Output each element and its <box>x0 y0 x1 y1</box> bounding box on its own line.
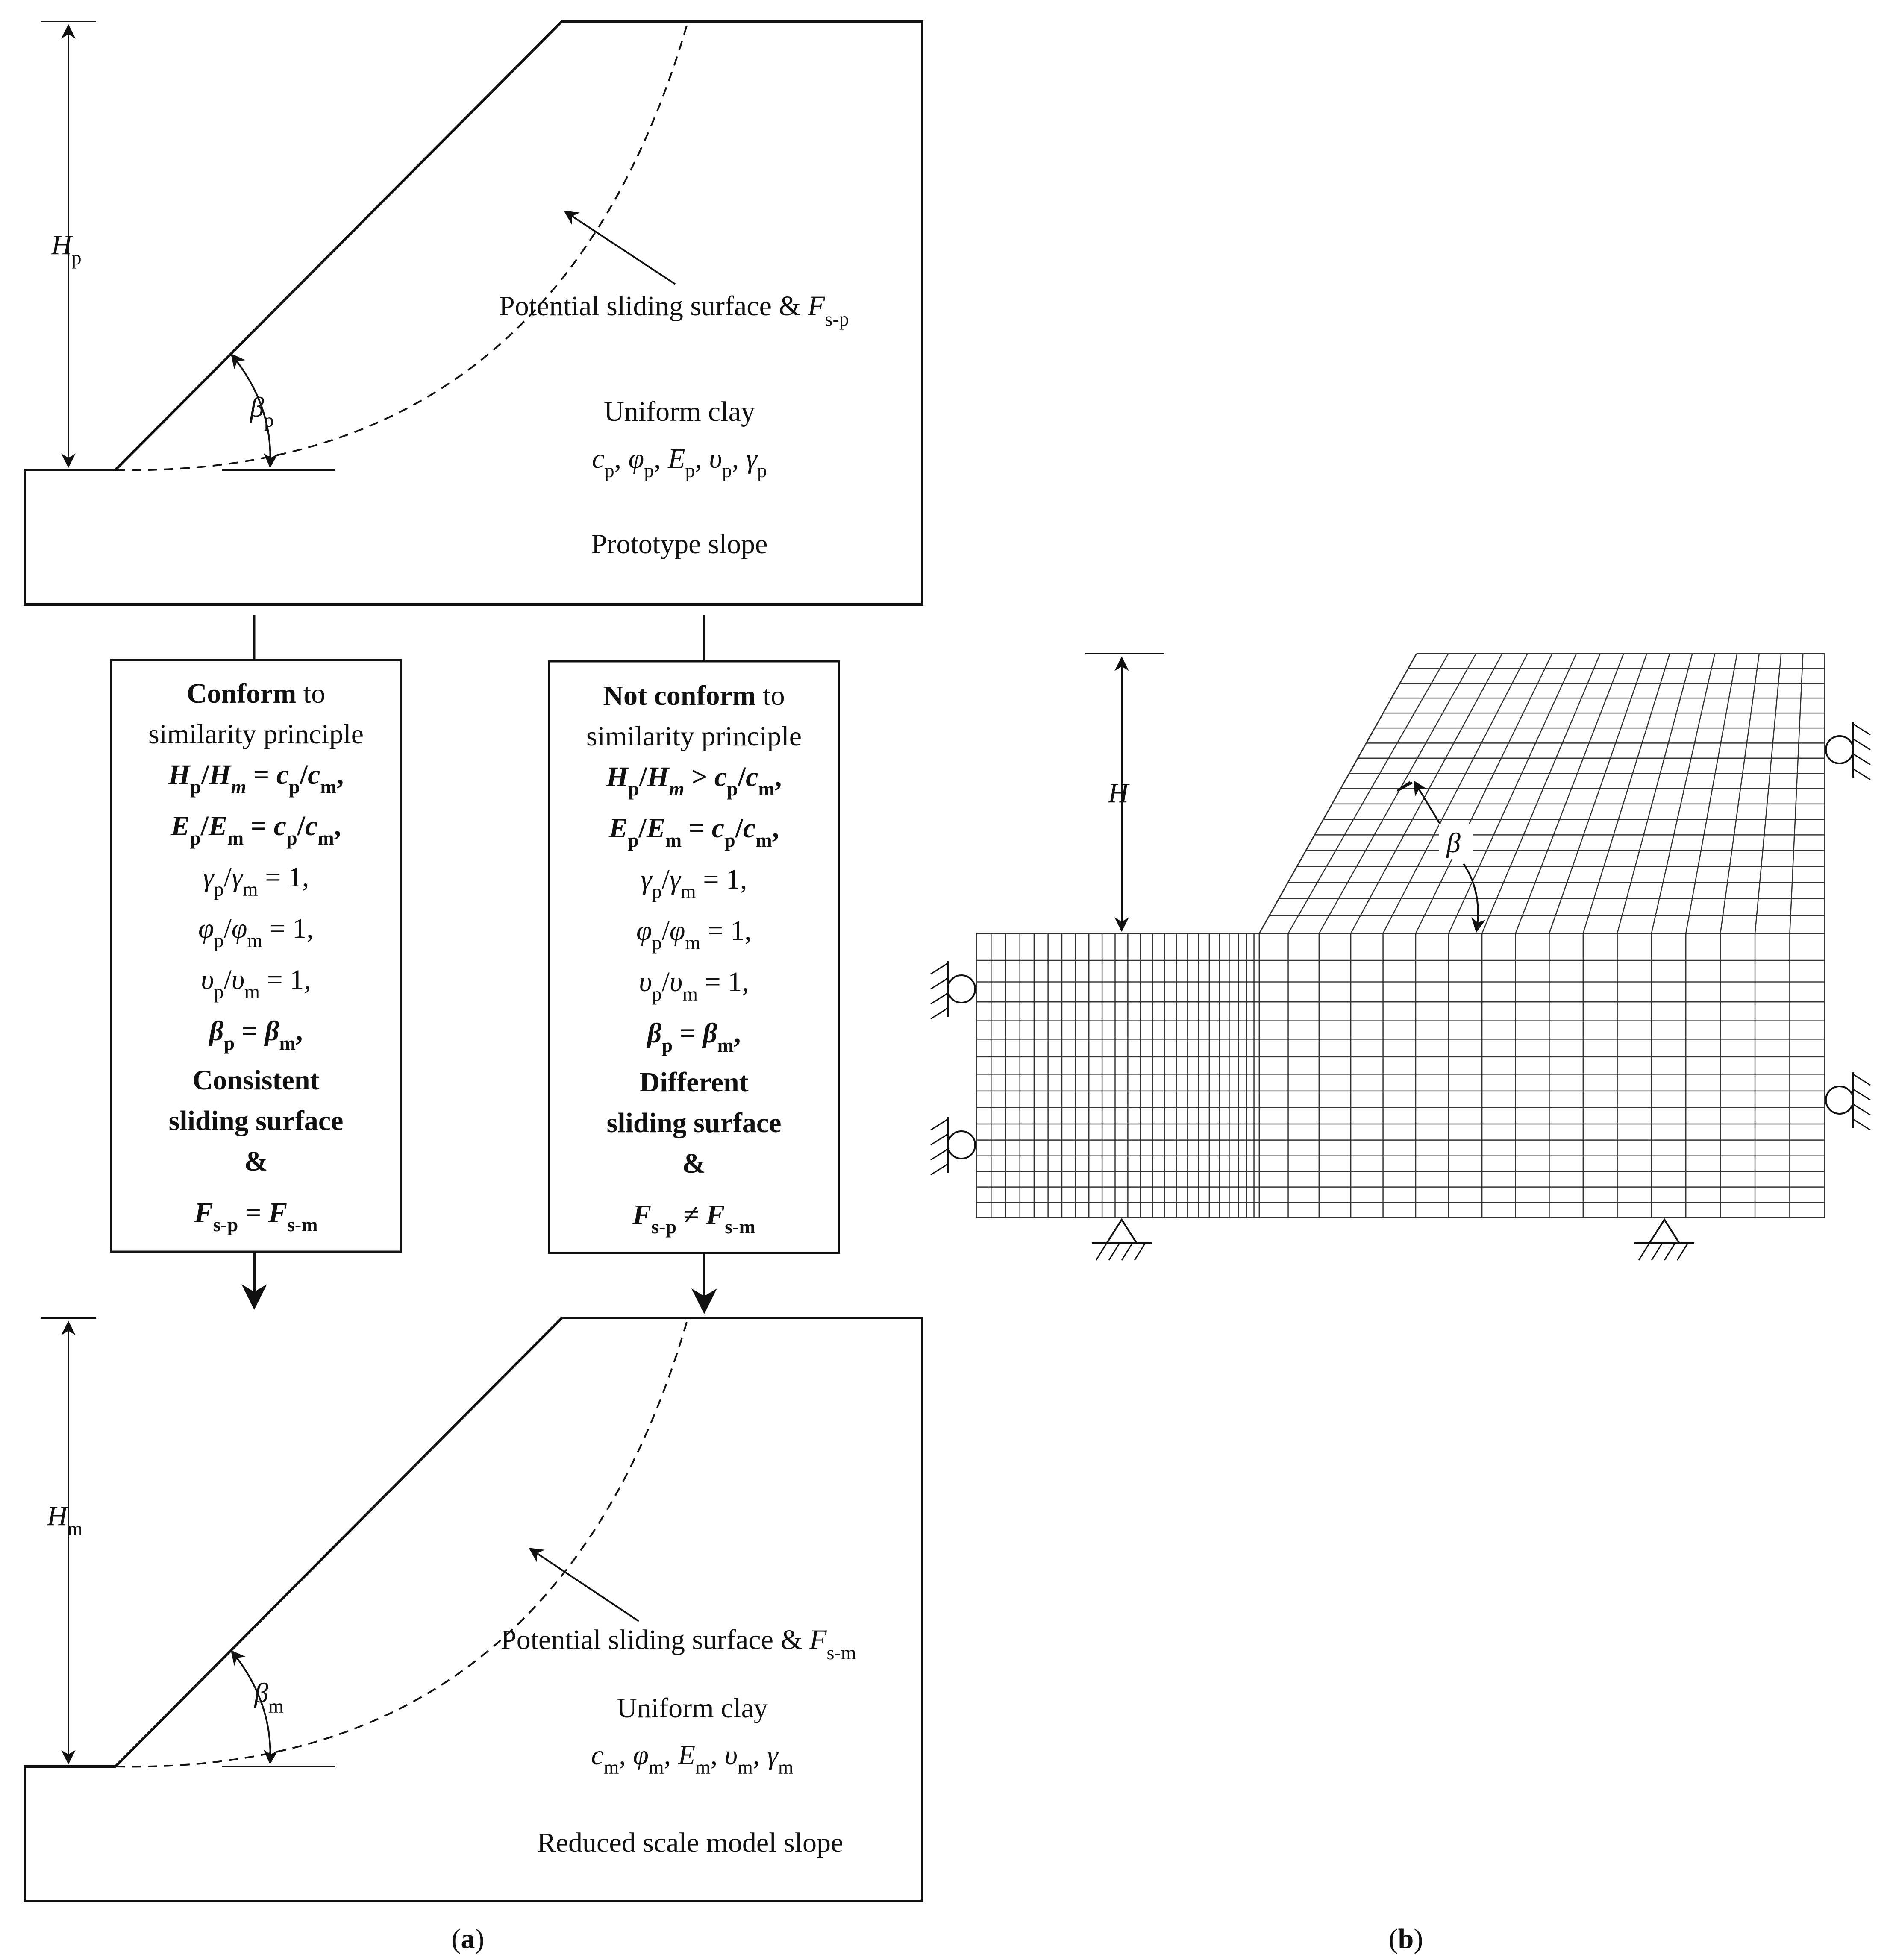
mesh-line-slanted <box>1755 654 1781 933</box>
slope-angle-label: $\beta_m$ <box>254 1678 284 1717</box>
material-params: $c_p$, $\varphi_p$, $E_p$, $\upsilon_p$, $\gamma_p$ <box>592 443 767 481</box>
conform-box <box>111 660 401 1252</box>
slope-angle-label: $\beta_p$ <box>250 392 274 431</box>
mesh-line-slanted <box>1652 654 1715 933</box>
mesh-line-slanted <box>1686 654 1737 933</box>
mesh-line-slanted <box>1351 654 1502 933</box>
pin-support-right <box>1634 1220 1694 1260</box>
material-title: Uniform clay <box>604 396 755 427</box>
svg-text:Different: Different <box>639 1067 749 1098</box>
mesh-line-slanted <box>1720 654 1759 933</box>
mesh-line-slanted <box>1288 654 1449 933</box>
eq-beta: $\beta_p = \beta_m$, <box>209 1015 303 1054</box>
eq-height-ratio: $H_p/H_m = c_p/c_m$, <box>168 759 344 798</box>
slope-caption: Reduced scale model slope <box>537 1827 844 1858</box>
eq-factor-of-safety: $F_{s-p} \ne F_{s-m}$ <box>632 1199 755 1238</box>
svg-text:sliding surface: sliding surface <box>606 1107 782 1138</box>
mesh-line-slanted <box>1383 654 1528 933</box>
material-params: $c_m$, $\varphi_m$, $E_m$, $\upsilon_m$, $\gamma_m$ <box>591 1740 794 1778</box>
mesh-angle-label: β <box>1446 827 1461 859</box>
height-label: $H_m$ <box>47 1500 83 1540</box>
svg-text:similarity principle: similarity principle <box>586 721 802 752</box>
mesh-line-slanted <box>1549 654 1646 933</box>
eq-poisson: $\upsilon_p/\upsilon_m = 1$, <box>201 964 311 1003</box>
eq-friction: $\varphi_p/\varphi_m = 1$, <box>636 915 752 954</box>
surface-leader-arrow <box>565 211 675 284</box>
pin-support-left <box>1092 1220 1152 1260</box>
prototype-slope-panel <box>25 21 922 604</box>
fe-mesh <box>976 654 1825 1218</box>
mesh-line-slanted <box>1617 654 1693 933</box>
panel-label-b: (b) <box>1388 1923 1423 1954</box>
mesh-line-slanted <box>1449 654 1576 933</box>
svg-text:&: & <box>244 1146 268 1177</box>
model-slope-panel <box>25 1318 922 1901</box>
panel-label-a: (a) <box>451 1923 485 1954</box>
surface-leader-arrow <box>530 1549 639 1621</box>
mesh-line-slanted <box>1319 654 1476 933</box>
mesh-boundary <box>1259 654 1417 933</box>
slope-caption: Prototype slope <box>591 528 768 560</box>
svg-text:Consistent: Consistent <box>192 1065 320 1096</box>
eq-poisson: $\upsilon_p/\upsilon_m = 1$, <box>639 966 749 1005</box>
model-slope-outline <box>25 1318 922 1901</box>
prototype-sliding-surface <box>115 21 688 470</box>
svg-text:similarity principle: similarity principle <box>148 719 364 750</box>
eq-modulus-ratio: $E_p/E_m = c_p/c_m$, <box>170 810 341 849</box>
surface-label: Potential sliding surface & $F_{s-m}$ <box>501 1624 856 1664</box>
eq-factor-of-safety: $F_{s-p} = F_{s-m}$ <box>194 1197 318 1235</box>
surface-label: Potential sliding surface & $F_{s-p}$ <box>499 290 849 330</box>
svg-text:Not conform to: Not conform to <box>603 680 785 711</box>
svg-text:Conform to: Conform to <box>186 678 326 709</box>
roller-support-left-lower <box>931 1117 975 1175</box>
eq-modulus-ratio: $E_p/E_m = c_p/c_m$, <box>608 813 779 851</box>
mesh-line-slanted <box>1482 654 1600 933</box>
mesh-line-slanted <box>1583 654 1670 933</box>
mesh-line-slanted <box>1790 654 1803 933</box>
eq-friction: $\varphi_p/\varphi_m = 1$, <box>198 913 314 951</box>
mesh-panel <box>931 654 1870 1260</box>
model-sliding-surface <box>115 1318 688 1766</box>
eq-beta: $\beta_p = \beta_m$, <box>647 1018 741 1056</box>
material-title: Uniform clay <box>617 1693 768 1724</box>
roller-support-right-upper <box>1826 722 1870 780</box>
angle-arc-upper <box>1398 782 1412 791</box>
not-conform-box <box>549 661 839 1253</box>
eq-unit-weight: $\gamma_p/\gamma_m = 1$, <box>641 864 747 902</box>
height-label: $H_p$ <box>51 229 82 269</box>
svg-text:sliding surface: sliding surface <box>168 1105 344 1136</box>
roller-support-left-upper <box>931 961 975 1019</box>
svg-text:&: & <box>682 1148 706 1179</box>
eq-unit-weight: $\gamma_p/\gamma_m = 1$, <box>203 862 309 900</box>
roller-support-right-lower <box>1826 1072 1870 1130</box>
eq-height-ratio: $H_p/H_m > c_p/c_m$, <box>606 761 782 800</box>
mesh-height-label: H <box>1108 778 1129 809</box>
